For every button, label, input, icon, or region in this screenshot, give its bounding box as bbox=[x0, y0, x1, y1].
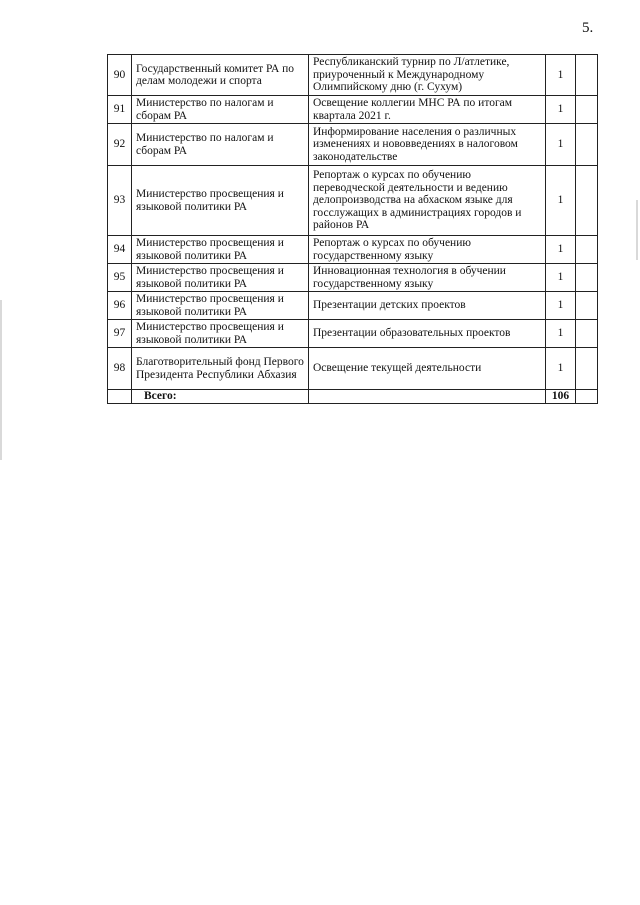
organization-cell: Министерство по налогам и сборам РА bbox=[132, 124, 309, 166]
row-number: 94 bbox=[108, 236, 132, 264]
empty-cell bbox=[576, 166, 598, 236]
empty-cell bbox=[576, 292, 598, 320]
empty-cell bbox=[576, 348, 598, 390]
table-row bbox=[108, 166, 598, 236]
table-row bbox=[108, 348, 598, 390]
empty-cell bbox=[576, 264, 598, 292]
quantity-cell: 1 bbox=[546, 348, 576, 390]
scan-edge-mark bbox=[636, 200, 638, 260]
row-number: 95 bbox=[108, 264, 132, 292]
table-row bbox=[108, 236, 598, 264]
quantity-cell: 1 bbox=[546, 320, 576, 348]
organization-cell: Министерство просвещения и языковой политики РА bbox=[132, 166, 309, 236]
description-cell: Инновационная технология в обучении государственному языку bbox=[309, 264, 546, 292]
row-number: 96 bbox=[108, 292, 132, 320]
table-row bbox=[108, 96, 598, 124]
row-number: 98 bbox=[108, 348, 132, 390]
total-label: Всего: bbox=[132, 390, 309, 404]
row-number: 92 bbox=[108, 124, 132, 166]
quantity-cell: 1 bbox=[546, 96, 576, 124]
broadcast-table bbox=[107, 54, 598, 404]
organization-cell: Министерство просвещения и языковой политики РА bbox=[132, 320, 309, 348]
description-cell: Освещение коллегии МНС РА по итогам квартала 2021 г. bbox=[309, 96, 546, 124]
organization-cell: Государственный комитет РА по делам молодежи и спорта bbox=[132, 55, 309, 96]
quantity-cell: 1 bbox=[546, 236, 576, 264]
row-number: 90 bbox=[108, 55, 132, 96]
organization-cell: Благотворительный фонд Первого Президента Республики Абхазия bbox=[132, 348, 309, 390]
description-cell: Репортаж о курсах по обучению переводческой деятельности и ведению делопроизводства на абхаском языке для госслужащих в администрациях городов и районов РА bbox=[309, 166, 546, 236]
organization-cell: Министерство просвещения и языковой политики РА bbox=[132, 264, 309, 292]
empty-cell bbox=[576, 320, 598, 348]
page-number: 5. bbox=[582, 20, 594, 36]
total-row bbox=[108, 390, 598, 404]
description-cell: Презентации образовательных проектов bbox=[309, 320, 546, 348]
organization-cell: Министерство по налогам и сборам РА bbox=[132, 96, 309, 124]
table-row bbox=[108, 292, 598, 320]
empty-cell bbox=[576, 96, 598, 124]
empty-cell bbox=[309, 390, 546, 404]
row-number: 93 bbox=[108, 166, 132, 236]
row-number: 97 bbox=[108, 320, 132, 348]
organization-cell: Министерство просвещения и языковой политики РА bbox=[132, 292, 309, 320]
empty-cell bbox=[576, 124, 598, 166]
table-row bbox=[108, 55, 598, 96]
scan-edge-mark bbox=[0, 300, 2, 460]
quantity-cell: 1 bbox=[546, 264, 576, 292]
description-cell: Освещение текущей деятельности bbox=[309, 348, 546, 390]
empty-cell bbox=[108, 390, 132, 404]
organization-cell: Министерство просвещения и языковой политики РА bbox=[132, 236, 309, 264]
quantity-cell: 1 bbox=[546, 55, 576, 96]
empty-cell bbox=[576, 236, 598, 264]
description-cell: Презентации детских проектов bbox=[309, 292, 546, 320]
quantity-cell: 1 bbox=[546, 166, 576, 236]
quantity-cell: 1 bbox=[546, 124, 576, 166]
description-cell: Республиканский турнир по Л/атлетике, приуроченный к Международному Олимпийскому дню (г. Сухум) bbox=[309, 55, 546, 96]
table-row bbox=[108, 320, 598, 348]
total-value: 106 bbox=[546, 390, 576, 404]
description-cell: Репортаж о курсах по обучению государственному языку bbox=[309, 236, 546, 264]
empty-cell bbox=[576, 55, 598, 96]
quantity-cell: 1 bbox=[546, 292, 576, 320]
table-row bbox=[108, 124, 598, 166]
row-number: 91 bbox=[108, 96, 132, 124]
empty-cell bbox=[576, 390, 598, 404]
table-row bbox=[108, 264, 598, 292]
description-cell: Информирование населения о различных изменениях и нововведениях в налоговом законодательстве bbox=[309, 124, 546, 166]
